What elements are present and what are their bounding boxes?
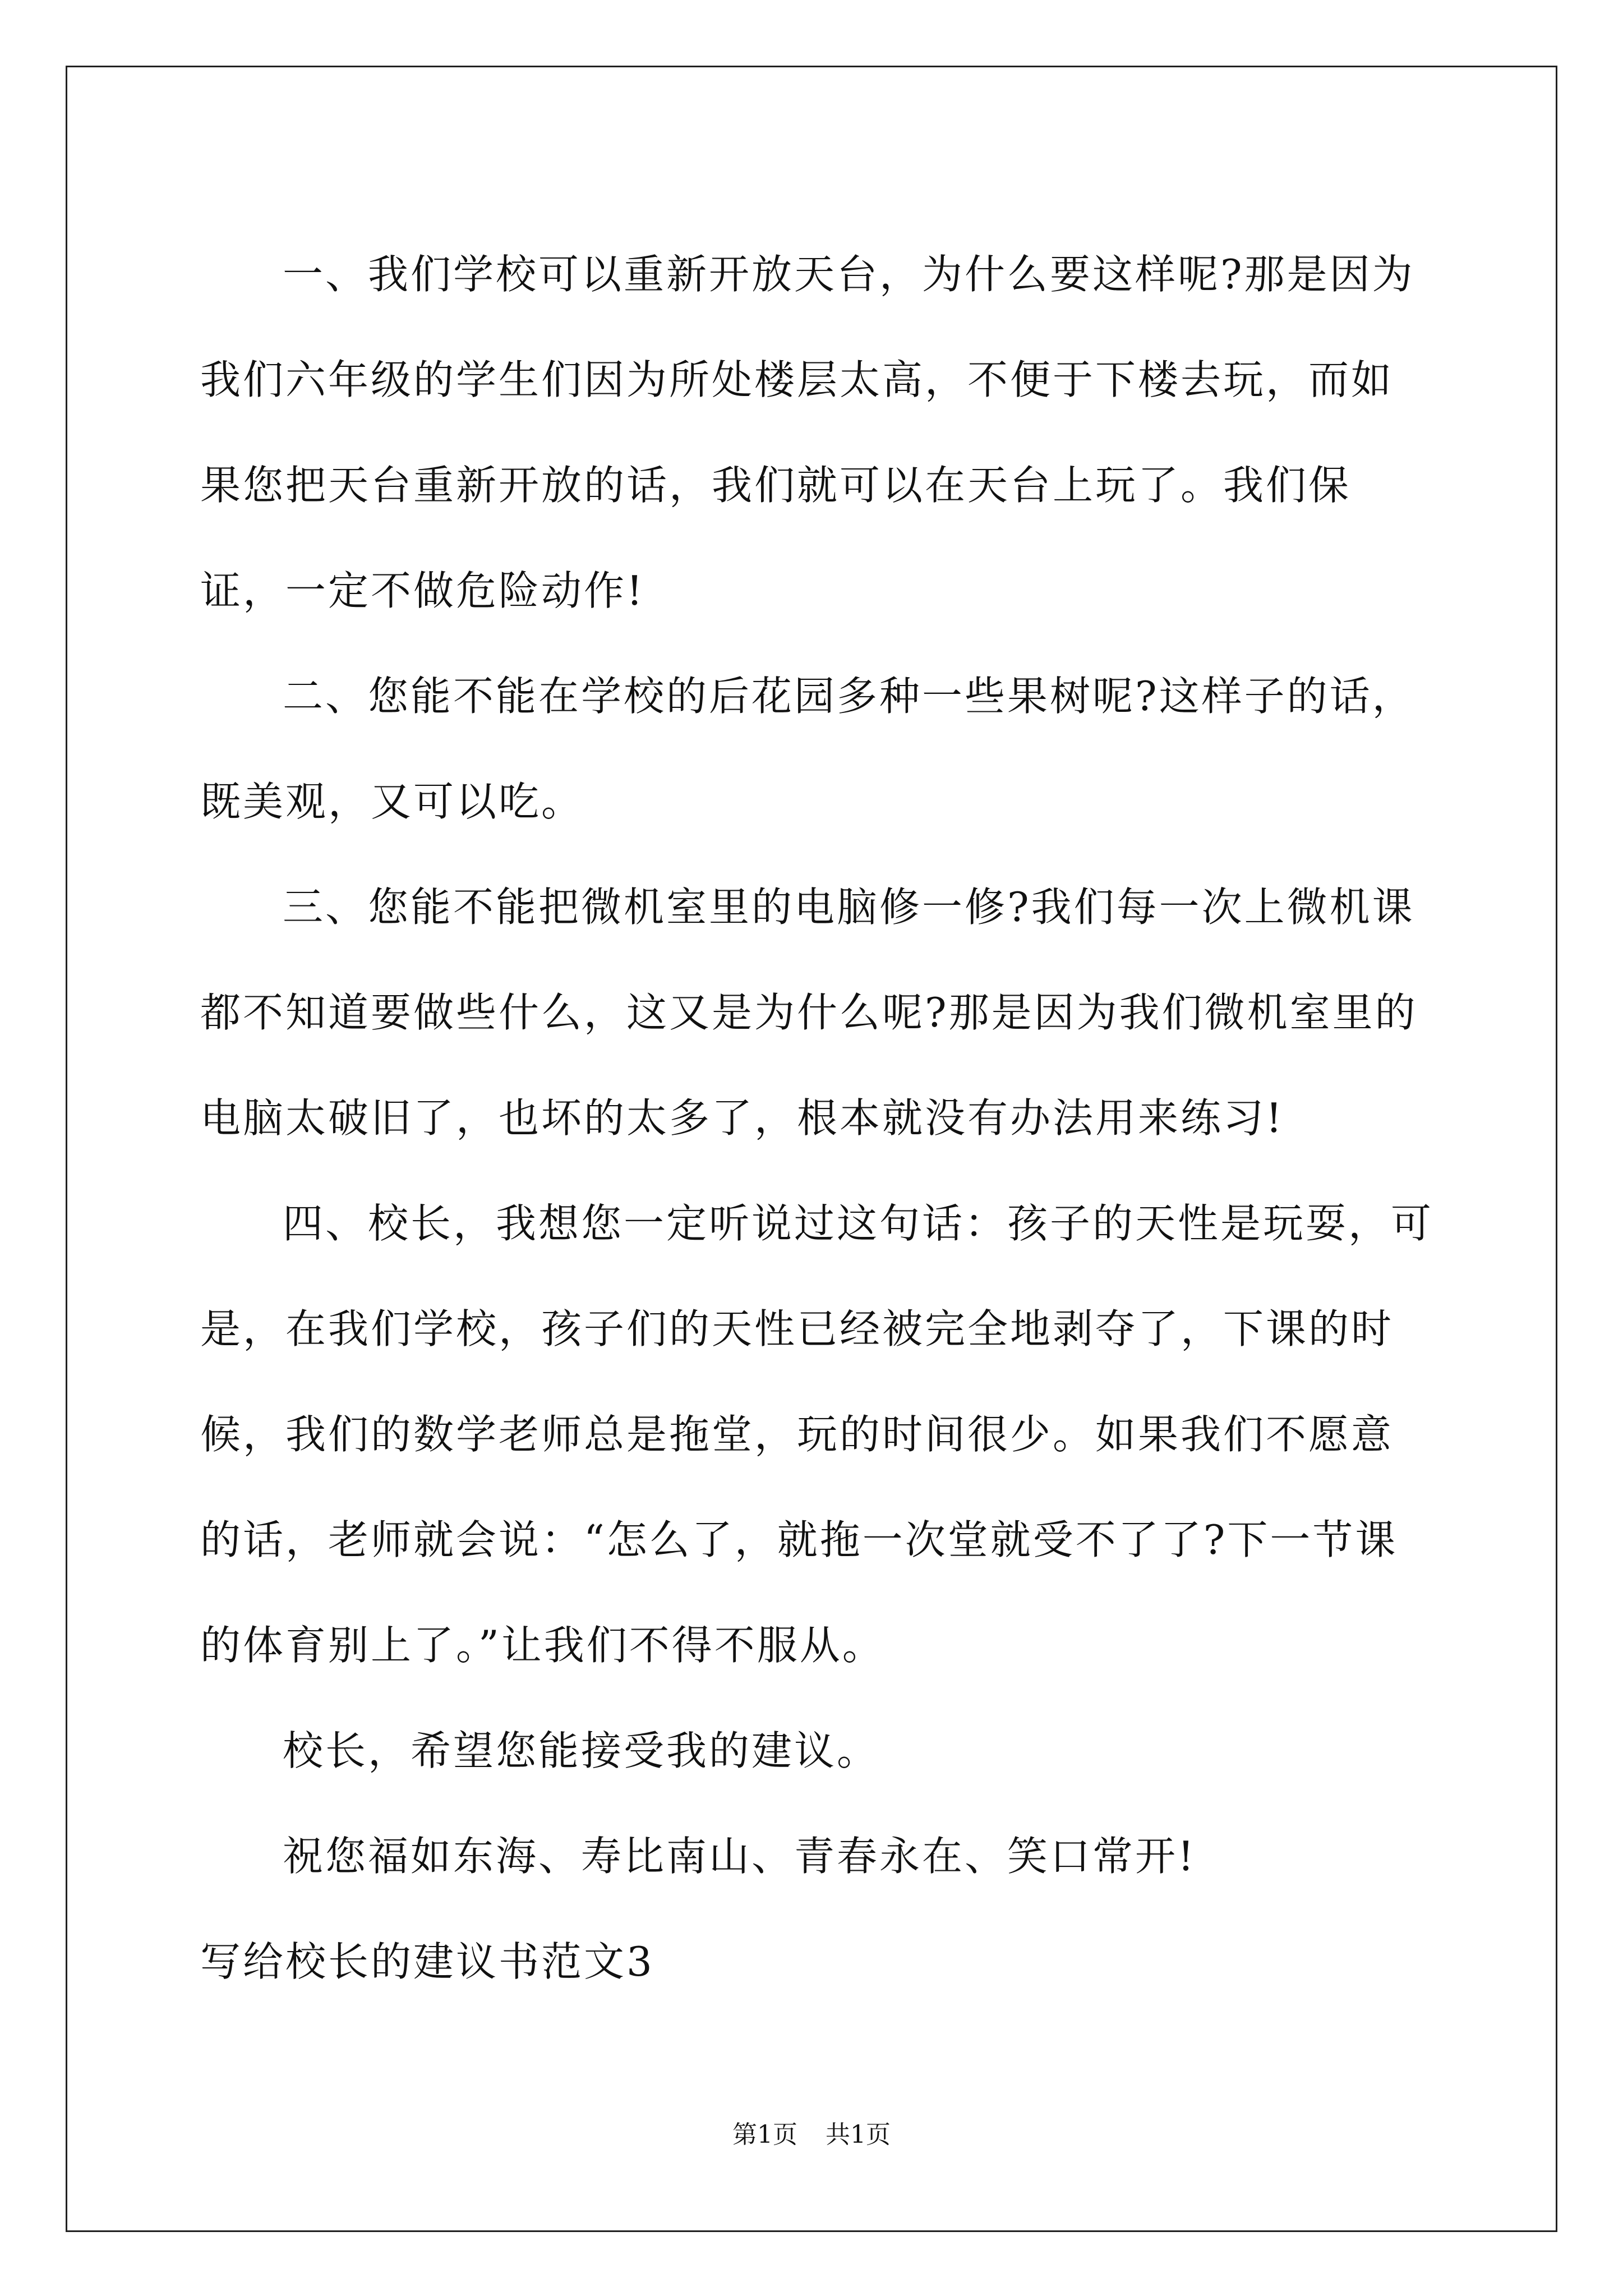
paragraph-6: 祝您福如东海、寿比南山、青春永在、笑口常开! [283,1833,1196,1880]
page-number: 第1页 [732,2120,797,2149]
paragraph-4: 四、校长，我想您一定听说过这句话：孩子的天性是玩耍，可是，在我们学校，孩子们的天性已经被完全地剥夺了，下课的时候，我们的数学老师总是拖堂，玩的时间很少。如果我们不愿意的话，老师就会说：“怎么了，就拖一次堂就受不了了?下一节课的体育别上了。”让我们不得不服从。 [200,1200,1434,1669]
page-total: 共1页 [826,2120,891,2149]
document-body [200,222,1434,2014]
paragraph-3: 三、您能不能把微机室里的电脑修一修?我们每一次上微机课都不知道要做些什么，这又是为什么呢?那是因为我们微机室里的电脑太破旧了，也坏的太多了，根本就没有办法用来练习! [200,884,1418,1142]
paragraph-2: 二、您能不能在学校的后花园多种一些果树呢?这样子的话，既美观，又可以吃。 [200,673,1415,825]
section-heading: 写给校长的建议书范文3 [200,1938,654,1985]
page-footer [0,2118,1623,2152]
paragraph-1: 一、我们学校可以重新开放天台，为什么要这样呢?那是因为我们六年级的学生们因为所处楼层太高，不便于下楼去玩，而如果您把天台重新开放的话，我们就可以在天台上玩了。我们保证，一定不做危险动作! [200,251,1415,614]
paragraph-5: 校长，希望您能接受我的建议。 [283,1727,880,1774]
